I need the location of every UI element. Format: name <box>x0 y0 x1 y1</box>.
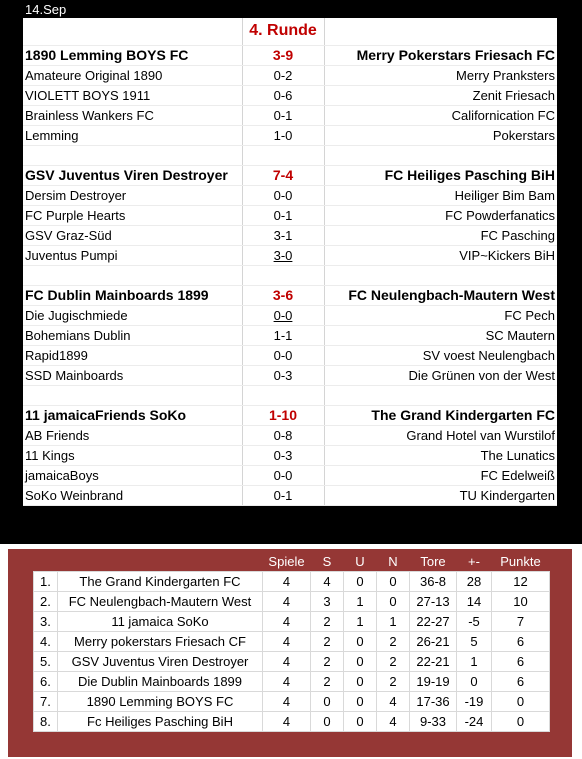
score: 0-8 <box>242 425 324 445</box>
standings-team: The Grand Kindergarten FC <box>58 572 263 592</box>
away-team: FC Heiliges Pasching BiH <box>324 165 557 185</box>
score: 3-9 <box>242 45 324 65</box>
standings-drawn: 1 <box>344 612 377 632</box>
standings-goals: 36-8 <box>410 572 457 592</box>
away-team: VIP~Kickers BiH <box>324 245 557 265</box>
home-team <box>23 145 242 165</box>
standings-goal-diff: 28 <box>457 572 492 592</box>
away-team: The Grand Kindergarten FC <box>324 405 557 425</box>
away-team <box>324 18 557 45</box>
home-team <box>23 385 242 405</box>
standings-won: 2 <box>311 652 344 672</box>
home-team: Bohemians Dublin <box>23 325 242 345</box>
away-team <box>324 265 557 285</box>
away-team: FC Pech <box>324 305 557 325</box>
away-team: Pokerstars <box>324 125 557 145</box>
standings-goal-diff: 5 <box>457 632 492 652</box>
game-row <box>23 225 557 245</box>
game-row <box>23 345 557 365</box>
standings-points: 6 <box>492 672 550 692</box>
standings-header <box>34 551 58 572</box>
spacer-row <box>23 385 557 405</box>
away-team: SC Mautern <box>324 325 557 345</box>
standings-lost: 2 <box>377 632 410 652</box>
home-team: Dersim Destroyer <box>23 185 242 205</box>
home-team: Die Jugischmiede <box>23 305 242 325</box>
home-team: VIOLETT BOYS 1911 <box>23 85 242 105</box>
home-team: Amateure Original 1890 <box>23 65 242 85</box>
standings-won: 4 <box>311 572 344 592</box>
standings-played: 4 <box>263 592 311 612</box>
standings-lost: 4 <box>377 692 410 712</box>
game-row <box>23 465 557 485</box>
standings-goal-diff: -5 <box>457 612 492 632</box>
round-header <box>23 18 557 45</box>
standings-header: Spiele <box>268 553 305 569</box>
score: 1-0 <box>242 125 324 145</box>
standings-header <box>58 551 263 572</box>
score <box>242 145 324 165</box>
standings-points: 7 <box>492 612 550 632</box>
home-team: SSD Mainboards <box>23 365 242 385</box>
standings-goals: 17-36 <box>410 692 457 712</box>
home-team: Rapid1899 <box>23 345 242 365</box>
standings-row <box>34 632 550 652</box>
standings-won: 2 <box>311 612 344 632</box>
home-team: Brainless Wankers FC <box>23 105 242 125</box>
standings-goal-diff: -19 <box>457 692 492 712</box>
standings-row <box>34 572 550 592</box>
standings-points: 6 <box>492 632 550 652</box>
away-team: FC Neulengbach-Mautern West <box>324 285 557 305</box>
standings-row <box>34 712 550 732</box>
standings-header: S <box>322 553 332 569</box>
home-team: Juventus Pumpi <box>23 245 242 265</box>
away-team: SV voest Neulengbach <box>324 345 557 365</box>
standings-won: 3 <box>311 592 344 612</box>
standings-team: Fc Heiliges Pasching BiH <box>58 712 263 732</box>
game-row <box>23 245 557 265</box>
standings-drawn: 0 <box>344 712 377 732</box>
standings-team: FC Neulengbach-Mautern West <box>58 592 263 612</box>
standings-row <box>34 612 550 632</box>
standings-team: 1890 Lemming BOYS FC <box>58 692 263 712</box>
home-team: GSV Juventus Viren Destroyer <box>23 165 242 185</box>
standings-goals: 9-33 <box>410 712 457 732</box>
away-team: Merry Pokerstars Friesach FC <box>324 45 557 65</box>
home-team: GSV Graz-Süd <box>23 225 242 245</box>
standings-table <box>33 551 550 732</box>
standings-goal-diff: -24 <box>457 712 492 732</box>
standings-lost: 0 <box>377 592 410 612</box>
standings-drawn: 1 <box>344 592 377 612</box>
standings-goals: 19-19 <box>410 672 457 692</box>
match-header <box>23 45 557 65</box>
score: 0-2 <box>242 65 324 85</box>
standings-won: 2 <box>311 632 344 652</box>
home-team <box>23 265 242 285</box>
away-team: TU Kindergarten <box>324 485 557 505</box>
standings-header: +- <box>468 553 480 569</box>
standings-goal-diff: 14 <box>457 592 492 612</box>
score: 0-1 <box>242 205 324 225</box>
standings-goal-diff: 1 <box>457 652 492 672</box>
standings-lost: 1 <box>377 612 410 632</box>
score: 0-1 <box>242 485 324 505</box>
match-header <box>23 165 557 185</box>
away-team: FC Pasching <box>324 225 557 245</box>
standings-header: U <box>355 553 365 569</box>
game-row <box>23 125 557 145</box>
standings-team: Merry pokerstars Friesach CF <box>58 632 263 652</box>
score: 4. Runde <box>242 18 324 45</box>
standings-row <box>34 592 550 612</box>
standings-played: 4 <box>263 672 311 692</box>
standings-played: 4 <box>263 652 311 672</box>
standings-points: 10 <box>492 592 550 612</box>
standings-row <box>34 692 550 712</box>
away-team: FC Edelweiß <box>324 465 557 485</box>
standings-rank: 8. <box>34 712 58 732</box>
standings-header: Tore <box>420 553 446 569</box>
standings-goals: 26-21 <box>410 632 457 652</box>
game-row <box>23 185 557 205</box>
standings-team: GSV Juventus Viren Destroyer <box>58 652 263 672</box>
away-team: Die Grünen von der West <box>324 365 557 385</box>
standings-won: 0 <box>311 712 344 732</box>
score: 7-4 <box>242 165 324 185</box>
standings-goals: 22-21 <box>410 652 457 672</box>
standings-lost: 2 <box>377 672 410 692</box>
score <box>242 385 324 405</box>
standings-rank: 1. <box>34 572 58 592</box>
game-row <box>23 305 557 325</box>
standings-won: 0 <box>311 692 344 712</box>
away-team <box>324 145 557 165</box>
standings-drawn: 0 <box>344 652 377 672</box>
standings-goal-diff: 0 <box>457 672 492 692</box>
score: 0-1 <box>242 105 324 125</box>
home-team: SoKo Weinbrand <box>23 485 242 505</box>
away-team: Heiliger Bim Bam <box>324 185 557 205</box>
game-row <box>23 105 557 125</box>
game-row <box>23 365 557 385</box>
game-row <box>23 65 557 85</box>
away-team: Merry Pranksters <box>324 65 557 85</box>
home-team: 1890 Lemming BOYS FC <box>23 45 242 65</box>
game-row <box>23 205 557 225</box>
standings-row <box>34 672 550 692</box>
standings-played: 4 <box>263 572 311 592</box>
score: 3-0 <box>242 245 324 265</box>
game-row <box>23 85 557 105</box>
score: 0-0 <box>242 345 324 365</box>
home-team: AB Friends <box>23 425 242 445</box>
game-row <box>23 445 557 465</box>
game-row <box>23 425 557 445</box>
away-team: Grand Hotel van Wurstilof <box>324 425 557 445</box>
standings-drawn: 0 <box>344 672 377 692</box>
score: 0-6 <box>242 85 324 105</box>
away-team: FC Powderfanatics <box>324 205 557 225</box>
date-label: 14.Sep <box>25 2 67 17</box>
home-team <box>23 18 242 45</box>
standings-header: Punkte <box>500 553 541 569</box>
results-table <box>23 18 557 506</box>
standings-rank: 4. <box>34 632 58 652</box>
away-team: The Lunatics <box>324 445 557 465</box>
standings-drawn: 0 <box>344 692 377 712</box>
standings-played: 4 <box>263 692 311 712</box>
score: 0-0 <box>242 185 324 205</box>
standings-header: N <box>388 553 398 569</box>
standings-played: 4 <box>263 712 311 732</box>
game-row <box>23 325 557 345</box>
away-team <box>324 385 557 405</box>
standings-drawn: 0 <box>344 632 377 652</box>
score: 3-6 <box>242 285 324 305</box>
standings-drawn: 0 <box>344 572 377 592</box>
standings-rank: 2. <box>34 592 58 612</box>
standings-lost: 4 <box>377 712 410 732</box>
standings-goals: 27-13 <box>410 592 457 612</box>
score <box>242 265 324 285</box>
standings-points: 0 <box>492 712 550 732</box>
standings-row <box>34 652 550 672</box>
game-row <box>23 485 557 505</box>
standings-played: 4 <box>263 612 311 632</box>
standings-points: 6 <box>492 652 550 672</box>
match-header <box>23 285 557 305</box>
standings-won: 2 <box>311 672 344 692</box>
standings-panel <box>8 549 572 757</box>
standings-team: 11 jamaica SoKo <box>58 612 263 632</box>
home-team: 11 Kings <box>23 445 242 465</box>
score: 0-0 <box>242 305 324 325</box>
standings-rank: 5. <box>34 652 58 672</box>
score: 0-3 <box>242 445 324 465</box>
score: 3-1 <box>242 225 324 245</box>
match-header <box>23 405 557 425</box>
standings-rank: 7. <box>34 692 58 712</box>
standings-lost: 2 <box>377 652 410 672</box>
home-team: 11 jamaicaFriends SoKo <box>23 405 242 425</box>
score: 0-3 <box>242 365 324 385</box>
standings-played: 4 <box>263 632 311 652</box>
score: 0-0 <box>242 465 324 485</box>
standings-goals: 22-27 <box>410 612 457 632</box>
home-team: Lemming <box>23 125 242 145</box>
standings-points: 12 <box>492 572 550 592</box>
home-team: FC Purple Hearts <box>23 205 242 225</box>
away-team: Zenit Friesach <box>324 85 557 105</box>
score: 1-10 <box>242 405 324 425</box>
standings-rank: 6. <box>34 672 58 692</box>
spacer-row <box>23 145 557 165</box>
spacer-row <box>23 265 557 285</box>
standings-team: Die Dublin Mainboards 1899 <box>58 672 263 692</box>
standings-rank: 3. <box>34 612 58 632</box>
score: 1-1 <box>242 325 324 345</box>
standings-points: 0 <box>492 692 550 712</box>
home-team: jamaicaBoys <box>23 465 242 485</box>
standings-lost: 0 <box>377 572 410 592</box>
home-team: FC Dublin Mainboards 1899 <box>23 285 242 305</box>
away-team: Californication FC <box>324 105 557 125</box>
